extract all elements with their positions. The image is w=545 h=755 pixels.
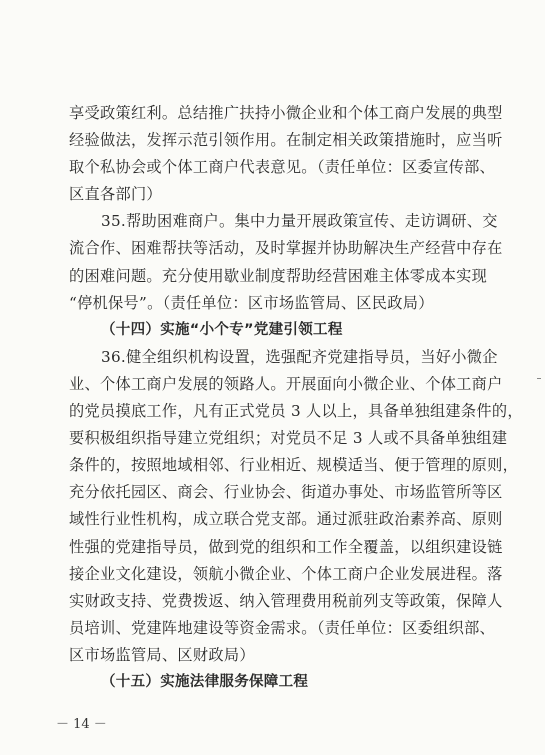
text-line: 区市场监管局、区财政局） bbox=[69, 645, 255, 664]
text-line: 实财政支持、党费拨返、纳入管理费用税前列支等政策，保障人 bbox=[69, 591, 503, 610]
scan-mark bbox=[537, 378, 541, 379]
text-line: 经验做法，发挥示范引领作用。在制定相关政策措施时，应当听 bbox=[69, 131, 503, 150]
text-line: 接企业文化建设，领航小微企业、个体工商户企业发展进程。落 bbox=[69, 564, 503, 583]
text-line: 业、个体工商户发展的领路人。开展面向小微企业、个体工商户 bbox=[69, 374, 503, 393]
text-line: 的党员摸底工作，凡有正式党员 3 人以上，具备单独组建条件的， bbox=[69, 402, 523, 421]
paragraph-35-start: 35.帮助困难商户。集中力量开展政策宣传、走访调研、交 bbox=[101, 212, 498, 231]
text-line: 员培训、党建阵地建设等资金需求。（责任单位：区委组织部、 bbox=[69, 618, 496, 637]
page-number: － 14 － bbox=[56, 717, 107, 732]
text-line: 的困难问题。充分使用歇业制度帮助经营困难主体零成本实现 bbox=[69, 266, 488, 285]
text-line: “停机保号”。（责任单位：区市场监管局、区民政局） bbox=[69, 293, 434, 312]
text-line: 性强的党建指导员，做到党的组织和工作全覆盖，以组织建设链 bbox=[69, 537, 503, 556]
text-line: 取个私协会或个体工商户代表意见。（责任单位：区委宣传部、 bbox=[69, 158, 496, 177]
text-line: 享受政策红利。总结推广扶持小微企业和个体工商户发展的典型 bbox=[69, 104, 503, 122]
text-line: 流合作、困难帮扶等活动，及时掌握并协助解决生产经营中存在 bbox=[69, 239, 503, 258]
text-line: 域性行业性机构，成立联合党支部。通过派驻政治素养高、原则 bbox=[69, 510, 503, 529]
text-line: 充分依托园区、商会、行业协会、街道办事处、市场监管所等区 bbox=[69, 483, 503, 502]
paragraph-36-start: 36.健全组织机构设置，选强配齐党建指导员，当好小微企 bbox=[101, 347, 498, 366]
text-line: 要积极组织指导建立党组织；对党员不足 3 人或不具备单独组建 bbox=[69, 429, 508, 448]
section-heading-14: （十四）实施“小个专”党建引领工程 bbox=[101, 321, 343, 338]
text-line: 条件的，按照地域相邻、行业相近、规模适当、便于管理的原则， bbox=[69, 456, 519, 475]
text-line: 区直各部门） bbox=[69, 185, 162, 204]
section-heading-15: （十五）实施法律服务保障工程 bbox=[101, 673, 309, 690]
body-text bbox=[69, 100, 523, 696]
